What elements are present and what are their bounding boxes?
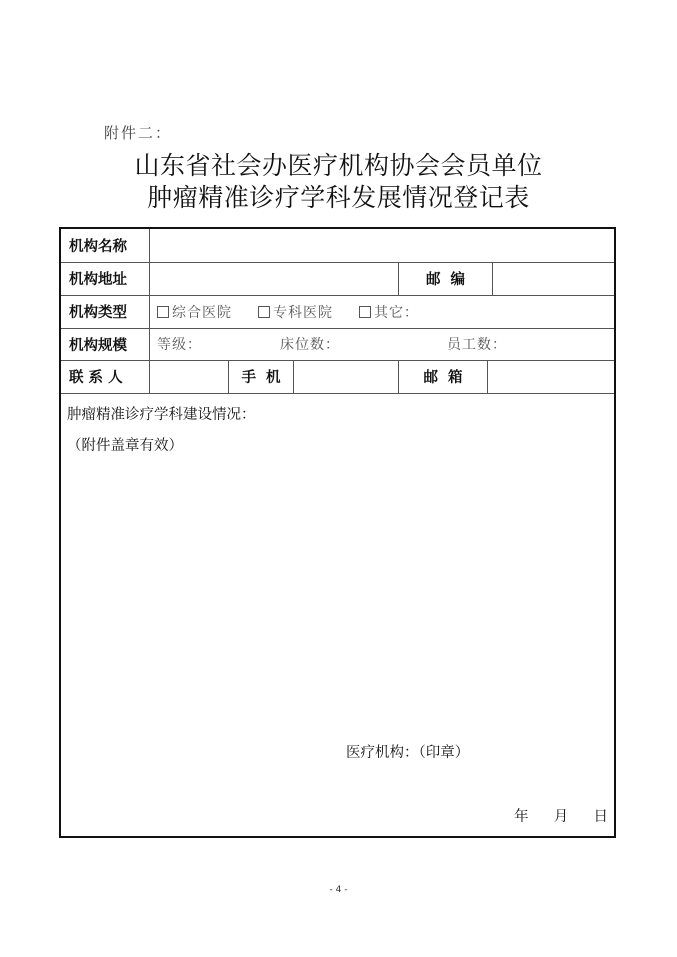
day-label: 日 [593,809,608,825]
institution-type-options [149,295,614,328]
institution-scale-fields [149,328,614,360]
discipline-heading: 肿瘤精准诊疗学科建设情况： [67,407,256,423]
attachment-label: 附件二： [104,124,173,142]
option-specialty-hospital[interactable]: 专科医院 [258,302,333,322]
year-label: 年 [514,809,529,825]
title-line-1: 山东省社会办医疗机构协会会员单位 [134,151,543,180]
date-line [514,805,608,826]
page-number: - 4 - [329,885,348,895]
seal-label: 医疗机构：（印章） [346,745,470,761]
mobile-field[interactable] [293,360,398,393]
row-institution-address [61,262,614,296]
contact-person-field[interactable] [149,360,228,393]
postcode-label: 邮 编 [398,262,492,295]
email-label: 邮 箱 [398,360,487,393]
institution-address-label: 机构地址 [69,272,127,288]
grade-label[interactable]: 等级： [157,337,202,353]
seal-note: （附件盖章有效） [67,438,183,454]
row-institution-name [61,229,614,263]
checkbox-icon[interactable] [157,306,169,318]
month-label: 月 [553,809,569,825]
postcode-field[interactable] [492,262,614,295]
checkbox-icon[interactable] [258,306,270,318]
institution-type-label: 机构类型 [69,305,127,321]
staff-label[interactable]: 员工数： [447,337,507,353]
beds-label[interactable]: 床位数： [280,337,340,353]
contact-person-label: 联 系 人 [69,370,123,386]
row-institution-scale [61,328,614,361]
option-general-hospital[interactable]: 综合医院 [157,302,232,322]
row-institution-type [61,295,614,329]
title-line-2: 肿瘤精准诊疗学科发展情况登记表 [147,183,530,212]
email-field[interactable] [487,360,614,393]
institution-name-label: 机构名称 [69,239,127,255]
institution-scale-label: 机构规模 [69,337,127,354]
checkbox-icon[interactable] [359,306,371,318]
discipline-section[interactable] [61,393,614,836]
institution-address-field[interactable] [149,262,398,295]
institution-name-field[interactable] [149,229,614,262]
registration-form-table [59,227,616,838]
mobile-label: 手 机 [228,360,293,393]
option-other[interactable]: 其它： [359,302,419,322]
row-contact [61,360,614,394]
